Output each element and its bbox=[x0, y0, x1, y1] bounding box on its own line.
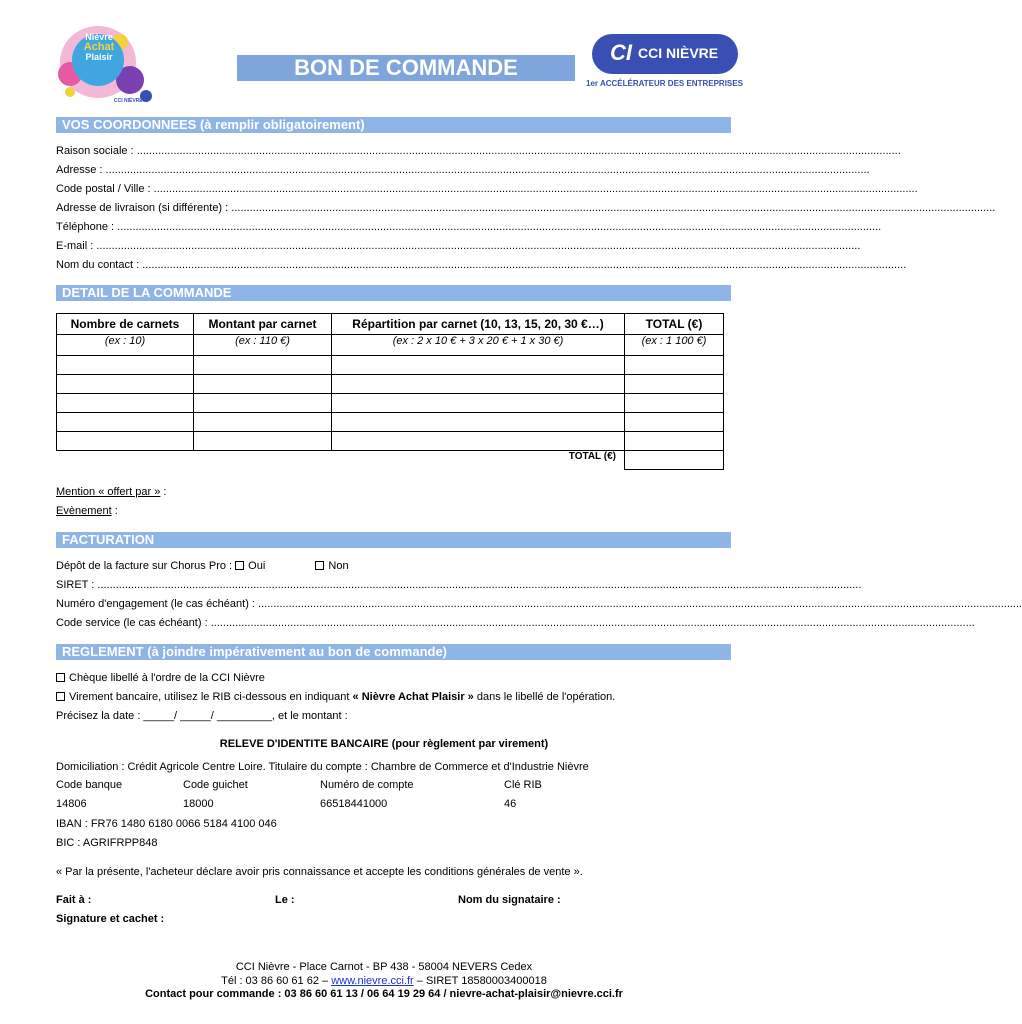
col-repartition: Répartition par carnet (10, 13, 15, 20, 30 €…) bbox=[332, 314, 625, 335]
adresse-livraison-field[interactable]: Adresse de livraison (si différente) : .......................................................................................................................................................................................................................................................... bbox=[56, 202, 996, 214]
cell-montant[interactable] bbox=[194, 394, 332, 413]
telephone-field[interactable]: Téléphone : .......................................................................................................................................................................................................................................................... bbox=[56, 221, 882, 233]
grand-total-label: TOTAL (€) bbox=[568, 451, 616, 462]
cell-montant[interactable] bbox=[194, 413, 332, 432]
adresse-livraison-field-label: Adresse de livraison (si différente) : bbox=[56, 202, 229, 214]
chorus-label: Dépôt de la facture sur Chorus Pro : bbox=[56, 560, 233, 572]
virement-label-pre: Virement bancaire, utilisez le RIB ci-dessous en indiquant bbox=[69, 691, 353, 703]
virement-checkbox[interactable] bbox=[56, 692, 65, 701]
rib-label-banque: Code banque bbox=[56, 779, 123, 791]
cell-total[interactable] bbox=[625, 413, 724, 432]
section-coordonnees: VOS COORDONNEES (à remplir obligatoirement) bbox=[56, 117, 731, 133]
numero-engagement-field-label: Numéro d'engagement (le cas échéant) : bbox=[56, 598, 255, 610]
table-row bbox=[57, 375, 724, 394]
nievre-achat-plaisir-logo bbox=[58, 22, 158, 108]
signature-cachet-label[interactable]: Signature et cachet : bbox=[56, 913, 165, 925]
cell-montant[interactable] bbox=[194, 432, 332, 451]
example-nombre: (ex : 10) bbox=[57, 335, 194, 356]
rib-label-cle: Clé RIB bbox=[504, 779, 542, 791]
chorus-oui-checkbox[interactable] bbox=[235, 561, 244, 570]
rib-value-banque: 14806 bbox=[56, 798, 87, 810]
siret-field-label: SIRET : bbox=[56, 579, 95, 591]
rib-value-compte: 66518441000 bbox=[320, 798, 388, 810]
mention-offert-par[interactable] bbox=[56, 485, 724, 499]
cell-repartition[interactable] bbox=[332, 375, 625, 394]
logo-left-line3: Plaisir bbox=[85, 52, 113, 62]
cell-repartition[interactable] bbox=[332, 394, 625, 413]
rib-value-cle: 46 bbox=[504, 798, 517, 810]
rib-value-guichet: 18000 bbox=[183, 798, 214, 810]
mention-suffix: : bbox=[160, 486, 167, 498]
nom-signataire-label[interactable]: Nom du signataire : bbox=[458, 894, 561, 906]
fait-a-label[interactable]: Fait à : bbox=[56, 894, 92, 906]
cell-total[interactable] bbox=[625, 394, 724, 413]
cci-logo-name: CCI NIÈVRE bbox=[638, 45, 719, 61]
conditions-statement: « Par la présente, l'acheteur déclare avoir pris connaissance et accepte les conditions générales de vente ». bbox=[56, 866, 583, 878]
code-postal-ville-field-label: Code postal / Ville : bbox=[56, 183, 151, 195]
cell-nombre[interactable] bbox=[57, 356, 194, 375]
chorus-non-label: Non bbox=[328, 560, 349, 572]
email-field-label: E-mail : bbox=[56, 240, 94, 252]
numero-engagement-field[interactable]: Numéro d'engagement (le cas échéant) : .......................................................................................................................................................................................................................................................... bbox=[56, 598, 1022, 610]
siret-field[interactable]: SIRET : .......................................................................................................................................................................................................................................................... bbox=[56, 579, 862, 591]
col-total: TOTAL (€) bbox=[625, 314, 724, 335]
logo-left-line1: Nièvre bbox=[85, 32, 113, 42]
section-commande: DETAIL DE LA COMMANDE bbox=[56, 285, 731, 301]
virement-label-post: dans le libellé de l'opération. bbox=[473, 691, 616, 703]
virement-label-bold: « Nièvre Achat Plaisir » bbox=[352, 691, 474, 703]
cci-nievre-logo bbox=[592, 34, 738, 74]
rib-labels-row bbox=[56, 779, 656, 793]
table-row bbox=[57, 432, 724, 451]
col-montant-carnet: Montant par carnet bbox=[194, 314, 332, 335]
order-total-row bbox=[57, 451, 724, 470]
cell-montant[interactable] bbox=[194, 375, 332, 394]
cell-nombre[interactable] bbox=[57, 432, 194, 451]
table-row bbox=[57, 356, 724, 375]
nom-contact-field[interactable]: Nom du contact : .......................................................................................................................................................................................................................................................... bbox=[56, 259, 907, 271]
order-table bbox=[56, 313, 724, 470]
example-total: (ex : 1 100 €) bbox=[625, 335, 724, 356]
footer-website-link[interactable]: www.nievre.cci.fr bbox=[331, 975, 414, 987]
evenement-label: Evènement bbox=[56, 505, 112, 517]
mention-label: Mention « offert par » bbox=[56, 486, 161, 498]
le-label[interactable]: Le : bbox=[275, 894, 295, 906]
cheque-checkbox[interactable] bbox=[56, 673, 65, 682]
raison-sociale-field[interactable]: Raison sociale : .......................................................................................................................................................................................................................................................... bbox=[56, 145, 901, 157]
order-table-examples bbox=[57, 335, 724, 356]
footer-order-contact: Contact pour commande : 03 86 60 61 13 / 06 64 19 29 64 / nievre-achat-plaisir@nievre.cci.fr bbox=[145, 988, 623, 1000]
cell-nombre[interactable] bbox=[57, 375, 194, 394]
chorus-oui-label: Oui bbox=[248, 560, 266, 572]
example-repartition: (ex : 2 x 10 € + 3 x 20 € + 1 x 30 €) bbox=[332, 335, 625, 356]
nom-contact-field-label: Nom du contact : bbox=[56, 259, 140, 271]
chorus-pro-line bbox=[56, 559, 724, 573]
virement-option bbox=[56, 690, 724, 704]
cci-logo-mark: CI bbox=[610, 40, 632, 65]
cheque-option bbox=[56, 671, 724, 685]
logo-left-sub: CCI NIÈVRE bbox=[114, 98, 143, 104]
raison-sociale-field-label: Raison sociale : bbox=[56, 145, 134, 157]
adresse-field-label: Adresse : bbox=[56, 164, 103, 176]
cell-repartition[interactable] bbox=[332, 356, 625, 375]
date-montant-line[interactable]: Précisez la date : _____/ _____/ _________, et le montant : bbox=[56, 710, 348, 722]
grand-total-cell[interactable] bbox=[625, 451, 724, 470]
code-service-field-label: Code service (le cas échéant) : bbox=[56, 617, 208, 629]
cell-repartition[interactable] bbox=[332, 413, 625, 432]
rib-domiciliation: Domiciliation : Crédit Agricole Centre Loire. Titulaire du compte : Chambre de Commerce et d'Industrie Nièvre bbox=[56, 761, 589, 773]
footer-siret: – SIRET 18580003400018 bbox=[413, 975, 547, 987]
cell-repartition[interactable] bbox=[332, 432, 625, 451]
table-row bbox=[57, 413, 724, 432]
rib-bic: BIC : AGRIFRPP848 bbox=[56, 837, 158, 849]
example-montant: (ex : 110 €) bbox=[194, 335, 332, 356]
code-service-field[interactable]: Code service (le cas échéant) : .......................................................................................................................................................................................................................................................... bbox=[56, 617, 975, 629]
adresse-field[interactable]: Adresse : .......................................................................................................................................................................................................................................................... bbox=[56, 164, 870, 176]
section-reglement: REGLEMENT (à joindre impérativement au bon de commande) bbox=[56, 644, 731, 660]
evenement-field[interactable] bbox=[56, 504, 724, 518]
section-facturation: FACTURATION bbox=[56, 532, 731, 548]
chorus-non-checkbox[interactable] bbox=[315, 561, 324, 570]
evenement-suffix: : bbox=[111, 505, 118, 517]
cell-total[interactable] bbox=[625, 356, 724, 375]
rib-values-row bbox=[56, 798, 656, 812]
rib-label-guichet: Code guichet bbox=[183, 779, 248, 791]
cci-tagline: 1er ACCÉLÉRATEUR DES ENTREPRISES bbox=[586, 79, 743, 88]
rib-iban: IBAN : FR76 1480 6180 0066 5184 4100 046 bbox=[56, 818, 277, 830]
footer-phone: Tél : 03 86 60 61 62 – bbox=[221, 975, 332, 987]
rib-title: RELEVE D'IDENTITE BANCAIRE (pour règlement par virement) bbox=[219, 738, 549, 750]
telephone-field-label: Téléphone : bbox=[56, 221, 115, 233]
rib-label-compte: Numéro de compte bbox=[320, 779, 414, 791]
footer-contact-line bbox=[0, 975, 768, 987]
footer-address: CCI Nièvre - Place Carnot - BP 438 - 58004 NEVERS Cedex bbox=[235, 961, 533, 973]
cell-montant[interactable] bbox=[194, 356, 332, 375]
order-table-header bbox=[57, 314, 724, 335]
email-field[interactable]: E-mail : .......................................................................................................................................................................................................................................................... bbox=[56, 240, 861, 252]
logo-left-line2: Achat bbox=[83, 41, 115, 53]
document-title: BON DE COMMANDE bbox=[237, 55, 575, 81]
cheque-label: Chèque libellé à l'ordre de la CCI Nièvre bbox=[69, 672, 265, 684]
cell-total[interactable] bbox=[625, 375, 724, 394]
col-nombre-carnets: Nombre de carnets bbox=[57, 314, 194, 335]
cell-total[interactable] bbox=[625, 432, 724, 451]
cell-nombre[interactable] bbox=[57, 413, 194, 432]
table-row bbox=[57, 394, 724, 413]
cell-nombre[interactable] bbox=[57, 394, 194, 413]
code-postal-ville-field[interactable]: Code postal / Ville : .......................................................................................................................................................................................................................................................... bbox=[56, 183, 918, 195]
